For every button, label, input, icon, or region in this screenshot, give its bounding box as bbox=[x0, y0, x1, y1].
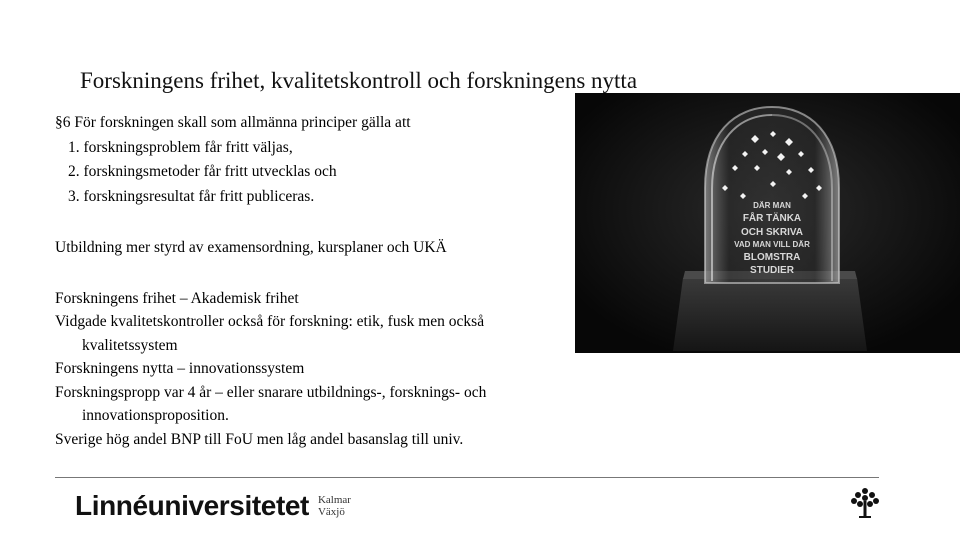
footer-divider bbox=[55, 477, 879, 478]
engraving-line-4: VAD MAN VILL DÄR bbox=[734, 240, 810, 249]
engraving-line-2: FÅR TÄNKA bbox=[742, 213, 802, 224]
principle-3: 3. forskningsresultat får fritt publiceras. bbox=[68, 187, 315, 205]
principle-1: 1. forskningsproblem får fritt väljas, bbox=[68, 138, 293, 156]
spacer bbox=[55, 261, 575, 287]
section-heading: §6 För forskningen skall som allmänna principer gälla att bbox=[55, 114, 411, 131]
university-logo bbox=[75, 489, 351, 523]
logo-cities bbox=[318, 494, 351, 518]
engraving-line-5: BLOMSTRA bbox=[743, 252, 801, 263]
glass-award-photo bbox=[575, 93, 960, 353]
spacer bbox=[55, 209, 575, 236]
point-research-bill: Forskningspropp var 4 år – eller snarare utbildnings-, forsknings- och innovationsproposition. bbox=[55, 383, 487, 424]
engraving-line-3: OCH SKRIVA bbox=[740, 227, 804, 238]
engraving-line-1: DÄR MAN bbox=[753, 201, 791, 210]
slide-title: Forskningens frihet, kvalitetskontroll och forskningens nytta bbox=[80, 68, 638, 93]
logo-wordmark: Linnéuniversitetet bbox=[75, 490, 309, 521]
glass-award-image bbox=[575, 93, 960, 353]
point-academic-freedom: Forskningens frihet – Akademisk frihet bbox=[55, 289, 299, 307]
engraving-line-6: STUDIER bbox=[750, 265, 794, 276]
education-line: Utbildning mer styrd av examensordning, kursplaner och UKÄ bbox=[55, 239, 447, 256]
tree-logo-icon bbox=[850, 487, 880, 519]
body-text bbox=[55, 111, 575, 451]
logo-city-vaxjo: Växjö bbox=[317, 506, 345, 518]
point-funding: Sverige hög andel BNP till FoU men låg andel basanslag till univ. bbox=[55, 430, 464, 448]
point-innovation: Forskningens nytta – innovationssystem bbox=[55, 360, 305, 377]
principle-2: 2. forskningsmetoder får fritt utvecklas och bbox=[68, 163, 337, 180]
point-quality-control: Vidgade kvalitetskontroller också för forskning: etik, fusk men också kvalitetssystem bbox=[55, 313, 485, 354]
logo-city-kalmar: Kalmar bbox=[317, 494, 351, 506]
